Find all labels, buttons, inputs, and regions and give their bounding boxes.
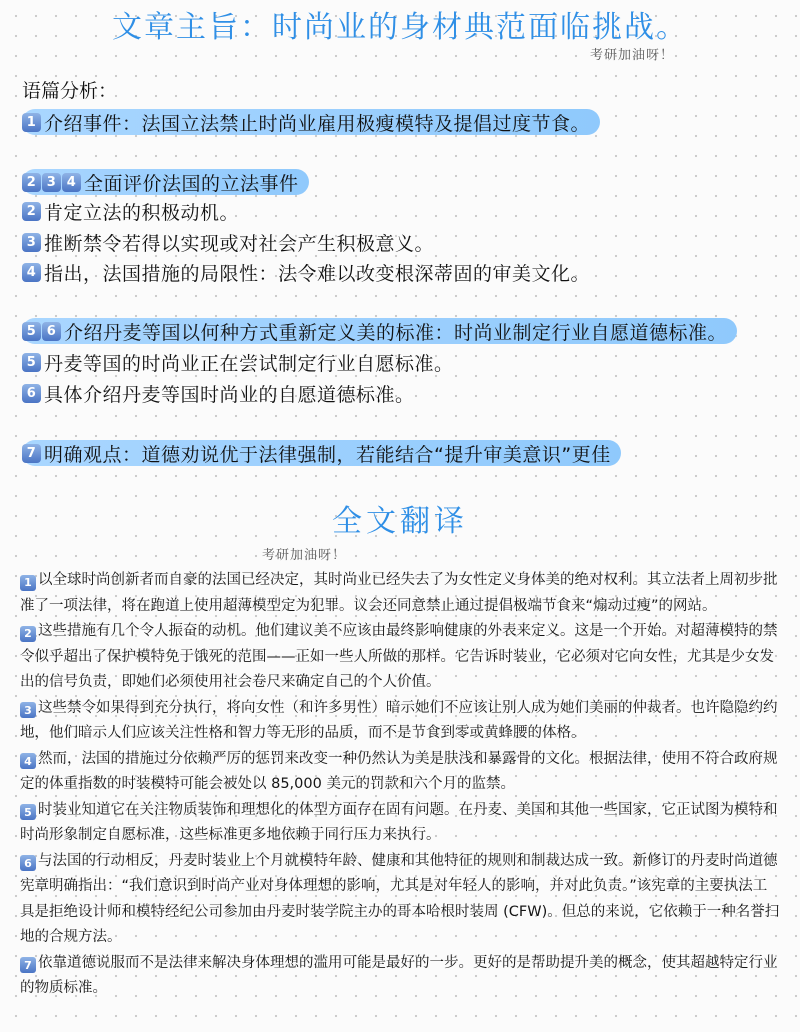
translation-body (20, 568, 780, 1002)
analysis-line (22, 259, 590, 285)
translation-paragraph (20, 619, 780, 696)
translation-paragraph (20, 568, 780, 619)
number-badge: 2 (22, 173, 41, 192)
number-badge: 7 (22, 444, 41, 463)
number-badge: 6 (20, 855, 36, 871)
translation-title: 全文翻译 (332, 504, 468, 539)
paragraph-text: 时装业知道它在关注物质装饰和理想化的体型方面存在固有问题。在丹麦、美国和其他一些国家，它正试图为模特和时尚形象制定自愿标准，这些标准更多地依赖于同行压力来执行。 (20, 801, 778, 843)
number-badge: 3 (42, 173, 61, 192)
analysis-line-text: 介绍丹麦等国以何种方式重新定义美的标准：时尚业制定行业自愿道德标准。 (64, 321, 728, 344)
analysis-line-text: 指出，法国措施的局限性：法令难以改变根深蒂固的审美文化。 (44, 262, 591, 285)
paragraph-text: 这些禁令如果得到充分执行，将向女性（和许多男性）暗示她们不应该让别人成为她们美丽的仲裁者。也许隐隐约约地，他们暗示人们应该关注性格和智力等无形的品质，而不是节食到零或黄蜂腰的体格。 (20, 699, 778, 741)
paragraph-text: 以全球时尚创新者而自豪的法国已经决定，其时尚业已经失去了为女性定义身体美的绝对权利。其立法者上周初步批准了一项法律，将在跑道上使用超薄模型定为犯罪。议会还同意禁止通过提倡极端节食来“煽动过瘦”的网站。 (20, 572, 778, 614)
number-badge: 4 (22, 263, 41, 282)
watermark: 考研加油呀！ (590, 48, 675, 63)
number-badge: 1 (20, 575, 36, 591)
analysis-line (22, 109, 600, 135)
number-badge: 7 (20, 957, 36, 973)
number-badge: 2 (20, 626, 36, 642)
paragraph-text: 依靠道德说服而不是法律来解决身体理想的滥用可能是最好的一步。更好的是帮助提升美的概念，使其超越特定行业的物质标准。 (20, 954, 778, 996)
page-title: 文章主旨：时尚业的身材典范面临挑战。 (112, 10, 688, 45)
number-badge: 3 (20, 702, 36, 718)
translation-paragraph (20, 951, 780, 1002)
analysis-line (22, 440, 621, 466)
analysis-line-text: 全面评价法国的立法事件 (84, 172, 299, 195)
analysis-line (22, 349, 454, 375)
analysis-line (22, 169, 309, 195)
analysis-label: 语篇分析： (22, 80, 118, 102)
paragraph-text: 与法国的行动相反，丹麦时装业上个月就模特年龄、健康和其他特征的规则和制裁达成一致。新修订的丹麦时尚道德宪章明确指出：“我们意识到时尚产业对身体理想的影响，尤其是对年轻人的影响，并对此负责。”该宪章的主要执法工具是拒绝设计师和模特经纪公司参加由丹麦时装学院主办的哥本哈根时装周 (CFW)。但总的来说，它依赖于一种名誉扫地的合规方法。 (20, 852, 780, 945)
translation-paragraph (20, 849, 780, 951)
analysis-line (22, 380, 415, 406)
number-badge: 6 (42, 322, 61, 341)
analysis-line (22, 229, 434, 255)
paragraph-text: 这些措施有几个令人振奋的动机。他们建议美不应该由最终影响健康的外表来定义。这是一个开始。对超薄模特的禁令似乎超出了保护模特免于饿死的范围——正如一些人所做的那样。它告诉时装业，它必须对它向女性，尤其是少女发出的信号负责，即她们必须使用社会卷尺来确定自己的个人价值。 (20, 623, 778, 690)
number-badge: 2 (22, 202, 41, 221)
analysis-line-text: 推断禁令若得以实现或对社会产生积极意义。 (44, 232, 435, 255)
analysis-line-text: 具体介绍丹麦等国时尚业的自愿道德标准。 (44, 383, 415, 406)
number-badge: 4 (62, 173, 81, 192)
number-badge: 6 (22, 384, 41, 403)
analysis-line (22, 198, 239, 224)
analysis-line-text: 明确观点：道德劝说优于法律强制，若能结合“提升审美意识”更佳 (44, 443, 611, 466)
analysis-line-text: 肯定立法的积极动机。 (44, 201, 240, 224)
number-badge: 4 (20, 753, 36, 769)
number-badge: 5 (22, 353, 41, 372)
analysis-line (22, 318, 737, 344)
analysis-line-text: 介绍事件：法国立法禁止时尚业雇用极瘦模特及提倡过度节食。 (44, 112, 591, 135)
number-badge: 1 (22, 113, 41, 132)
number-badge: 5 (22, 322, 41, 341)
translation-paragraph (20, 798, 780, 849)
translation-paragraph (20, 696, 780, 747)
translation-watermark: 考研加油呀！ (262, 548, 347, 563)
analysis-line-text: 丹麦等国的时尚业正在尝试制定行业自愿标准。 (44, 352, 454, 375)
paragraph-text: 然而，法国的措施过分依赖严厉的惩罚来改变一种仍然认为美是肤浅和暴露骨的文化。根据法律，使用不符合政府规定的体重指数的时装模特可能会被处以 85,000 美元的罚款和六个月的监禁。 (20, 750, 778, 792)
number-badge: 3 (22, 233, 41, 252)
translation-paragraph (20, 747, 780, 798)
number-badge: 5 (20, 804, 36, 820)
